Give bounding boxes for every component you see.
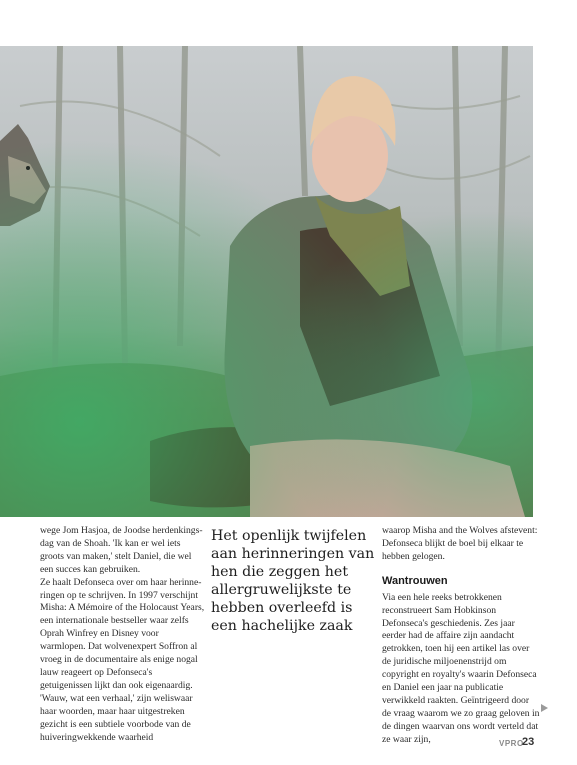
feature-photo <box>0 46 533 517</box>
paragraph: waarop Misha and the Wolves afstevent: Defonseca blijkt de boel bij elkaar te hebben gelogen. <box>382 525 538 562</box>
page-number: 23 <box>522 736 535 748</box>
section-heading: Wantrouwen <box>382 574 448 587</box>
publication-logo: VPRO <box>499 739 524 748</box>
paragraph: Ze haalt Defonseca over om haar herinneringen op te schrijven. In 1997 verschijnt Misha: A Mémoire of the Holocaust Years, een internationale bestseller waar zelfs Oprah Winfrey en Disney voor warmlopen. Dat wolvenexpert Soffron al vroeg in de documentaire als enige nogal lauw reageert op Defonseca's getuigenissen lijkt dan ook eigenaardig. 'Wauw, wat een verhaal,' zijn weliswaar haar woorden, maar haar uitgestreken gezicht is een subtiele voorbode van de huiveringwekkende waarheid <box>40 576 205 743</box>
body-column-1 <box>40 525 206 744</box>
pull-quote: Het openlijk twijfelen aan herinneringen van hen die zeggen het allergruwelijkste te hebben overleefd is een hachelijke zaak <box>211 528 375 634</box>
paragraph: Via een hele reeks betrokkenen reconstrueert Sam Hobkinson Defonseca's geschiedenis. Zes jaar eerder had de affaire zijn aandacht getrokken, toen hij een artikel las over de juridische miljoenenstrijd om copyright en royalty's waarin Defonseca en Daniel een jaar na publicatie verwikkeld raakten. Geïntrigeerd door de vraag waarom we zo graag geloven in de dingen waarvan ons wordt verteld dat ze waar zijn, <box>382 591 540 745</box>
continue-arrow-icon <box>541 704 548 712</box>
body-column-3 <box>382 525 540 747</box>
paragraph: wege Jom Hasjoa, de Joodse herdenkingsdag van de Shoah. 'Ik kan er wel iets groots van maken,' stelt Daniel, die wel een succes kan gebruiken. <box>40 525 203 575</box>
photo-illustration <box>0 46 533 517</box>
